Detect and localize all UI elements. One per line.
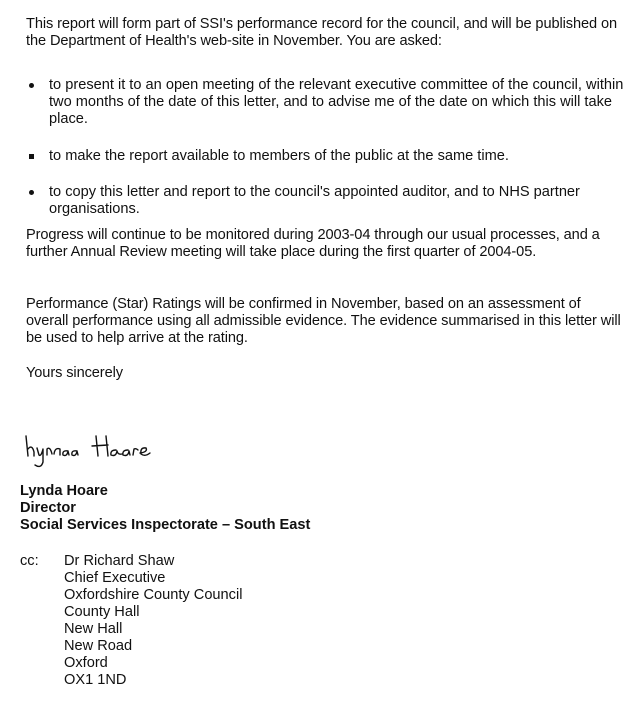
cc-line: Chief Executive <box>64 570 166 586</box>
bullet-item <box>26 148 626 165</box>
paragraph-report-publication: This report will form part of SSI's performance record for the council, and will be published on the Department of Health's web-site in November. You are asked: <box>26 16 617 49</box>
cc-line: OX1 1ND <box>64 672 127 688</box>
cc-line: Oxford <box>64 655 108 671</box>
closing-salutation: Yours sincerely <box>26 365 123 381</box>
signatory-title: Director <box>20 500 76 516</box>
cc-line: Oxfordshire County Council <box>64 587 243 603</box>
bullet-item <box>26 77 626 128</box>
cc-label: cc: <box>20 553 39 569</box>
signatory-organisation: Social Services Inspectorate – South East <box>20 517 311 533</box>
bullet-text: to present it to an open meeting of the relevant executive committee of the council, within two months of the date of this letter, and to advise me of the date on which this will take place. <box>49 77 624 127</box>
bullet-text: to copy this letter and report to the council's appointed auditor, and to NHS partner organisations. <box>49 184 580 217</box>
cc-line: County Hall <box>64 604 140 620</box>
signatory-block <box>20 483 310 534</box>
cc-line: New Road <box>64 638 133 654</box>
handwritten-signature <box>22 432 182 472</box>
cc-line: Dr Richard Shaw <box>64 553 175 569</box>
bullet-text: to make the report available to members of the public at the same time. <box>49 148 509 164</box>
signatory-name: Lynda Hoare <box>20 483 108 499</box>
bullet-item <box>26 184 626 218</box>
paragraph-star-ratings: Performance (Star) Ratings will be confirmed in November, based on an assessment of overall performance using all admissible evidence. The evidence summarised in this letter will be used to help arrive at the rating. <box>26 296 621 346</box>
cc-line: New Hall <box>64 621 123 637</box>
paragraph-progress: Progress will continue to be monitored during 2003-04 through our usual processes, and a further Annual Review meeting will take place during the first quarter of 2004-05. <box>26 227 600 260</box>
cc-address <box>64 553 242 689</box>
